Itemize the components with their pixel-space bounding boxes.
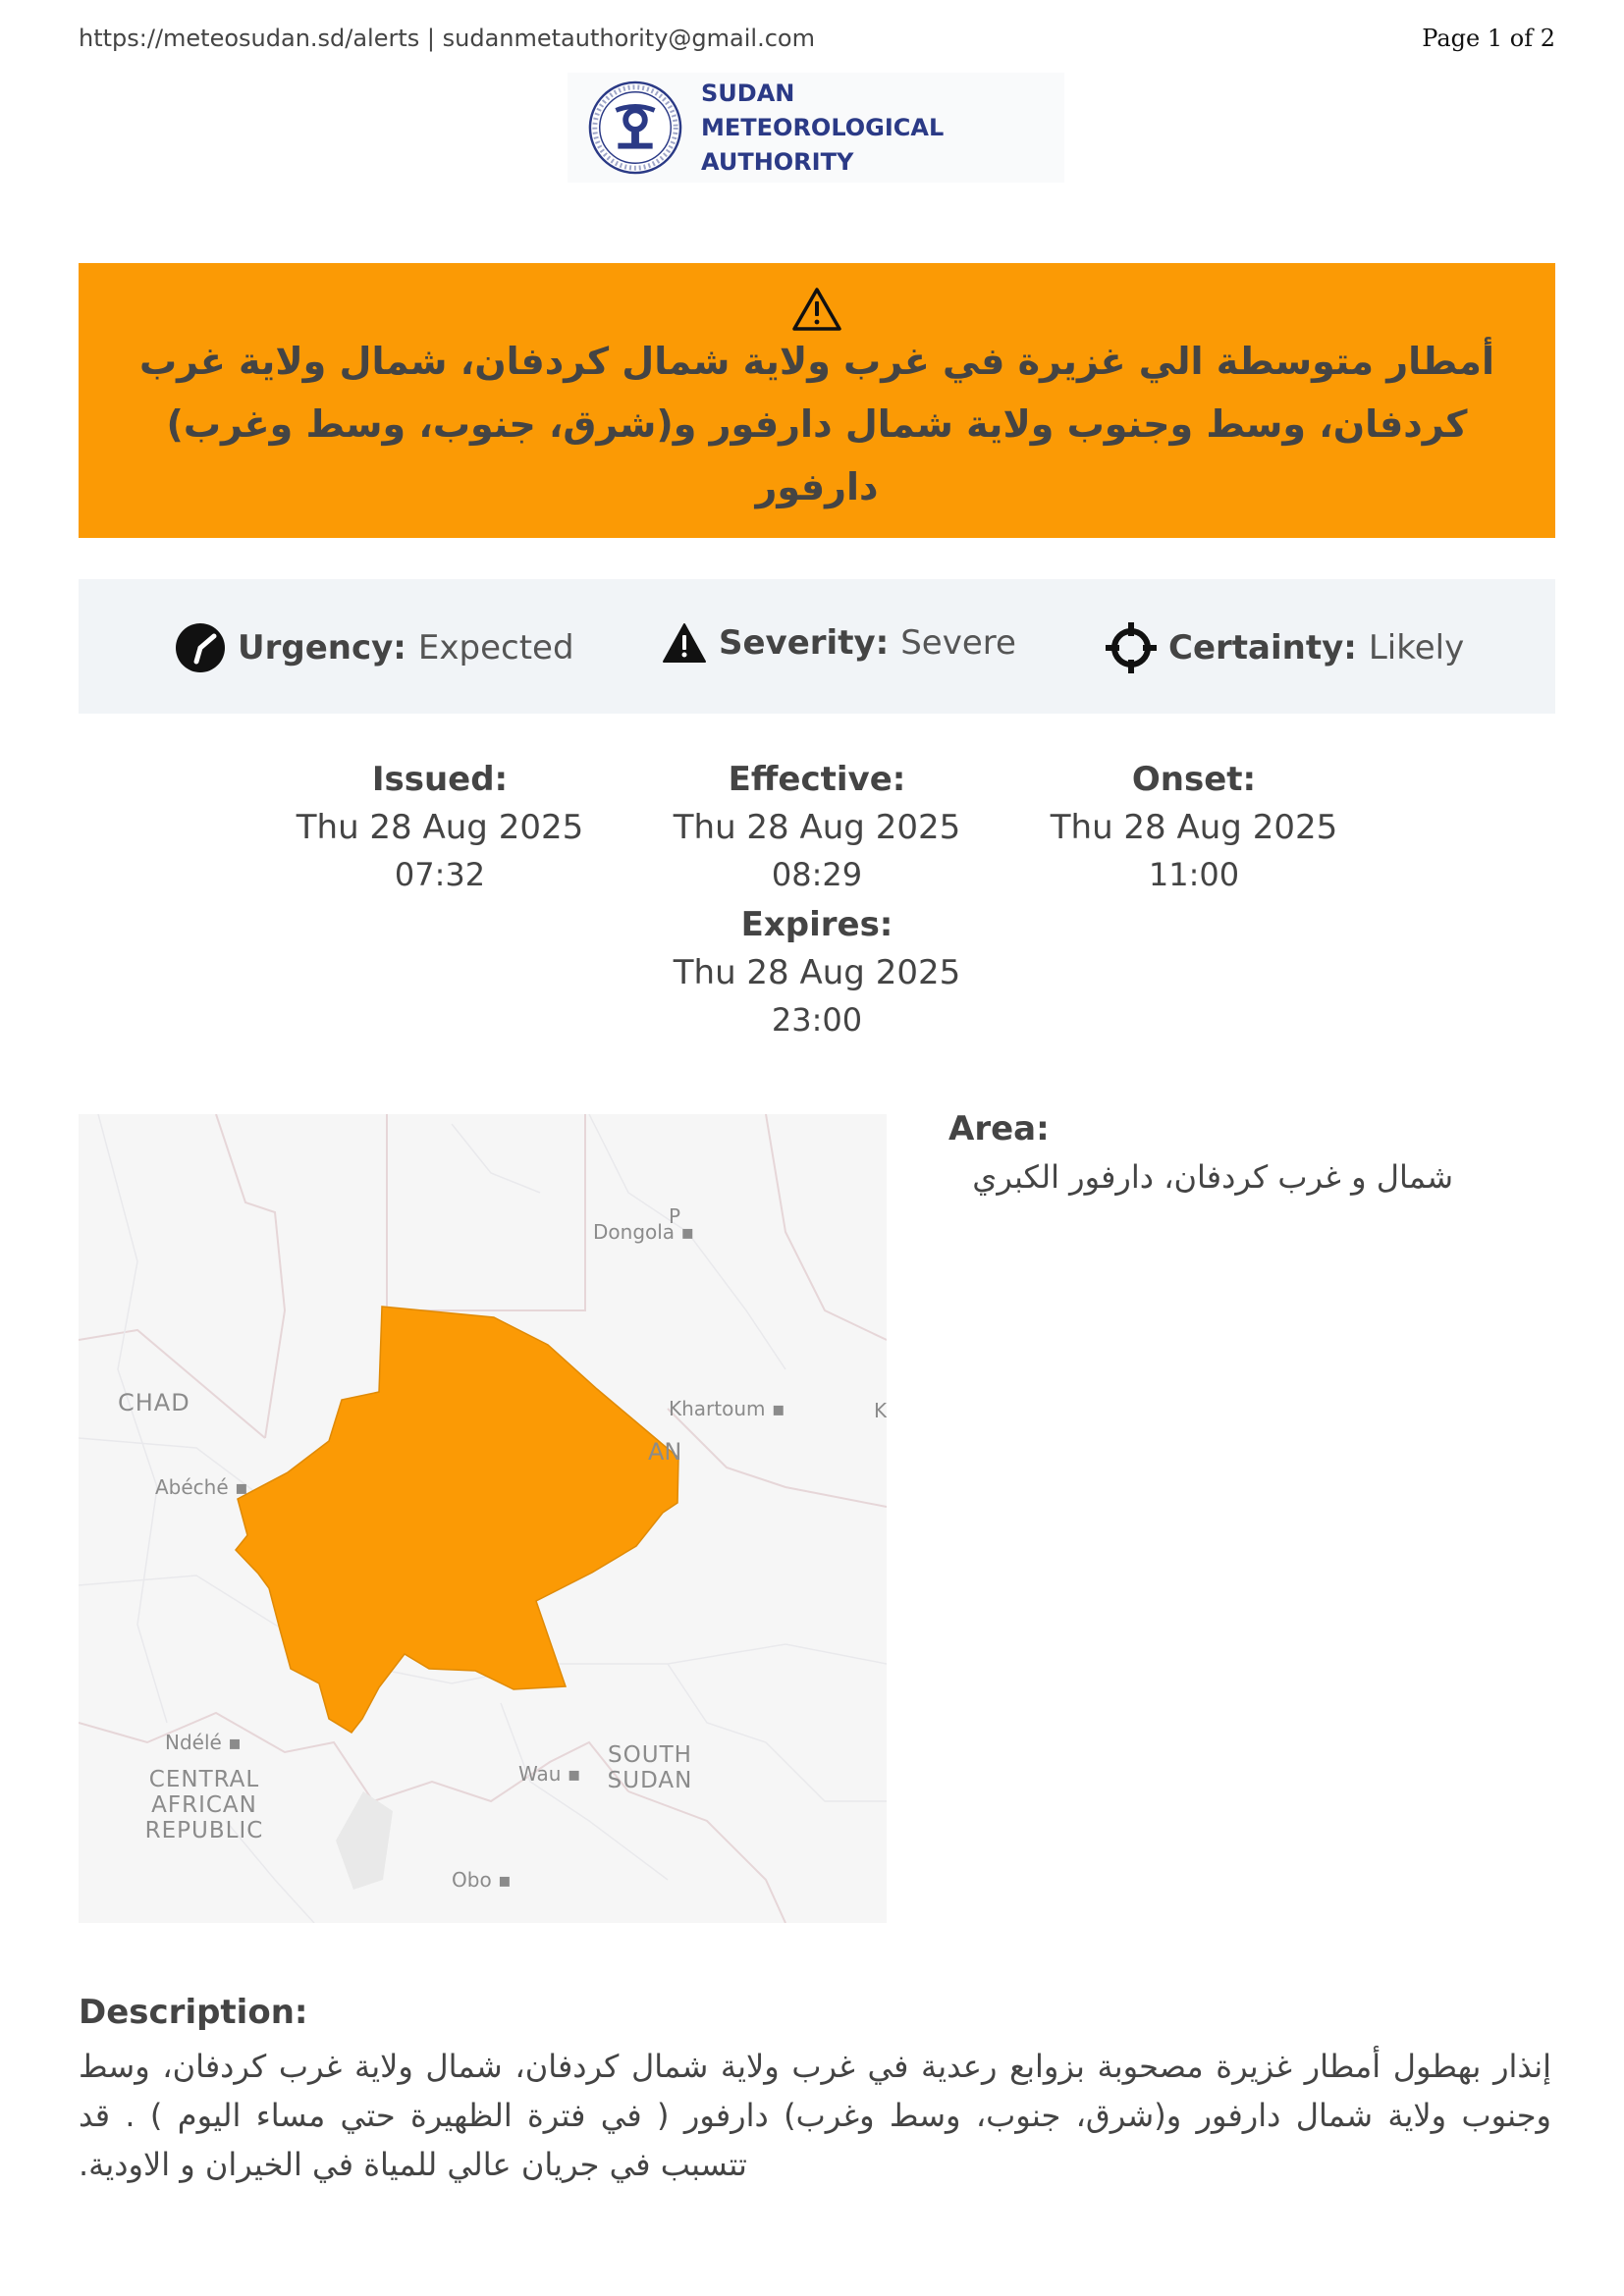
- urgency-metric: [175, 622, 574, 673]
- warning-icon: [662, 622, 707, 664]
- map-label-khartoum: Khartoum ▪: [669, 1397, 785, 1420]
- issued-label: Issued:: [371, 760, 509, 799]
- issued-time: 07:32: [394, 856, 486, 893]
- expires-time: 23:00: [771, 1001, 863, 1039]
- metrics-bar: [79, 579, 1555, 714]
- logo-line-3: AUTHORITY: [701, 147, 854, 176]
- warning-triangle-icon: [791, 287, 842, 332]
- onset-label: Onset:: [1131, 760, 1257, 799]
- logo-line-2: METEOROLOGICAL: [701, 113, 945, 141]
- map-label-abeche: Abéché ▪: [155, 1475, 248, 1499]
- effective-date: Thu 28 Aug 2025: [673, 808, 961, 847]
- area-value: شمال و غرب كردفان، دارفور الكبري: [972, 1158, 1453, 1196]
- certainty-metric: [1106, 622, 1464, 673]
- effective-label: Effective:: [728, 760, 906, 799]
- alert-headline: أمطار متوسطة الي غزيرة في غرب ولاية شمال كردفان، شمال ولاية غرب كردفان، وسط وجنوب ولاية شمال دارفور و(شرق، جنوب، وسط وغرب) دارفور: [139, 340, 1494, 508]
- expires-block: [611, 901, 1023, 1042]
- map-label-dongola: Dongola ▪: [593, 1220, 694, 1244]
- effective-block: [611, 756, 1023, 897]
- expires-date: Thu 28 Aug 2025: [673, 953, 961, 992]
- onset-date: Thu 28 Aug 2025: [1050, 808, 1338, 847]
- map-label-car: CENTRAL AFRICAN REPUBLIC: [144, 1767, 264, 1843]
- description-text: إنذار بهطول أمطار غزيرة مصحوبة بزوابع رعدية في غرب ولاية شمال كردفان، شمال ولاية غرب كردفان، وسط وجنوب ولاية شمال دارفور و(شرق، جنوب، وسط وغرب) دارفور ( في فترة الظهيرة حتي مساء اليوم ) . قد تتسبب في جريان عالي للمياة في الخيران و الاودية.: [79, 2048, 1551, 2183]
- page-number: Page 1 of 2: [1422, 25, 1555, 52]
- crosshair-icon: [1106, 622, 1157, 673]
- logo-text: [701, 77, 944, 180]
- sma-emblem-icon: [587, 80, 683, 176]
- description-label: Description:: [79, 1993, 308, 2032]
- logo: [568, 73, 1064, 183]
- urgency-label: Urgency:: [238, 628, 406, 667]
- alert-banner: [79, 263, 1555, 538]
- map-label-edge-p: P: [669, 1204, 681, 1228]
- header-url-email: https://meteosudan.sd/alerts | sudanmetauthority@gmail.com: [79, 25, 815, 52]
- clock-icon: [175, 622, 226, 673]
- area-label: Area:: [948, 1109, 1050, 1148]
- severity-metric: [662, 622, 1016, 664]
- severity-value: Severe: [900, 623, 1016, 663]
- onset-block: [988, 756, 1400, 897]
- severity-label: Severity:: [719, 623, 890, 663]
- map-label-edge-k: K: [874, 1399, 887, 1422]
- issued-date: Thu 28 Aug 2025: [296, 808, 584, 847]
- map-label-south-sudan: SOUTH SUDAN: [607, 1742, 693, 1793]
- certainty-label: Certainty:: [1168, 628, 1357, 667]
- effective-time: 08:29: [771, 856, 863, 893]
- urgency-value: Expected: [417, 628, 574, 667]
- map-label-wau: Wau ▪: [518, 1762, 581, 1786]
- alert-map[interactable]: [79, 1114, 887, 1923]
- logo-line-1: SUDAN: [701, 79, 795, 107]
- onset-time: 11:00: [1148, 856, 1240, 893]
- map-label-ndele: Ndélé ▪: [165, 1731, 242, 1754]
- issued-block: [234, 756, 646, 897]
- map-label-chad: CHAD: [118, 1389, 190, 1416]
- map-label-obo: Obo ▪: [452, 1868, 512, 1892]
- map-label-an: AN: [648, 1438, 682, 1466]
- expires-label: Expires:: [740, 905, 893, 944]
- certainty-value: Likely: [1368, 628, 1465, 667]
